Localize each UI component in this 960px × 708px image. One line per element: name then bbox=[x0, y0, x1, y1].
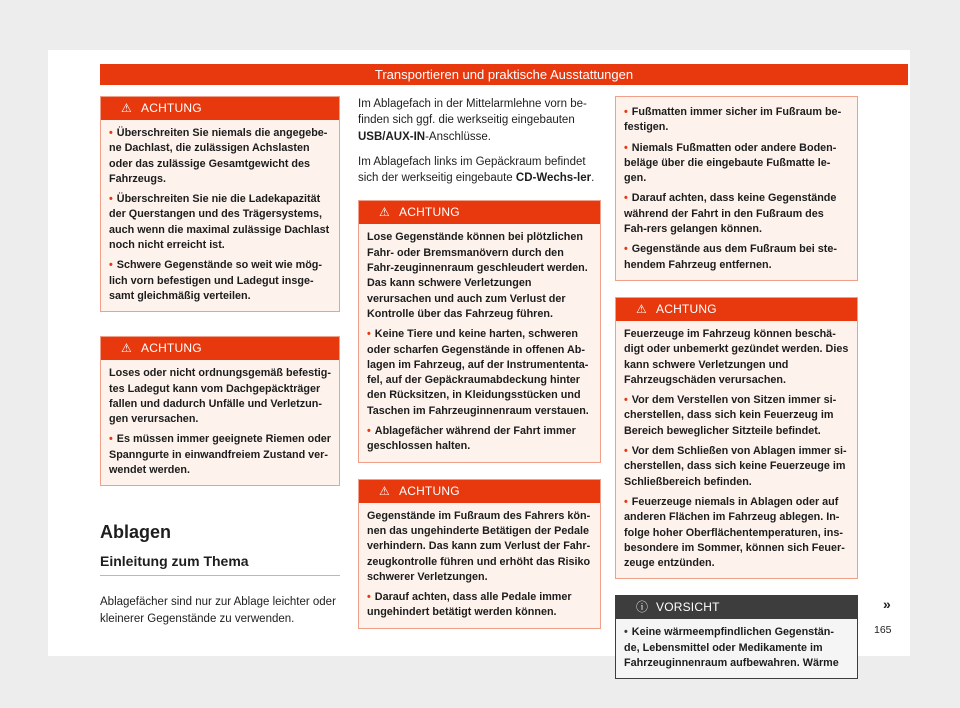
bullet-item: • Vor dem Verstellen von Sitzen immer si-cherstellen, dass sich kein Feuerzeug im Bereich beweglicher Sitzteile befindet. bbox=[624, 393, 849, 439]
warning-box-continued bbox=[615, 96, 858, 281]
section-title: Ablagen bbox=[100, 522, 172, 543]
bullet-item: • Überschreiten Sie nie die Ladekapazität der Querstangen und des Trägersystems, auch wenn die maximal zulässige Dachlast noch nicht erreicht ist. bbox=[109, 192, 331, 253]
bullet-item: • Keine wärmeempfindlichen Gegenstän-de, Lebensmittel oder Medikamente im Fahrzeuginnenraum aufbewahren. Wärme bbox=[624, 625, 849, 671]
warning-triangle-icon: ⚠ bbox=[379, 205, 390, 220]
info-circle-icon: ⓘ bbox=[636, 600, 649, 615]
warning-intro: Gegenstände im Fußraum des Fahrers kön-nen das ungehinderte Betätigen der Pedale verhindern. Das kann zum Verlust der Fahr-zeugkontrolle führen und erhöht das Risiko schwerer Verletzungen. bbox=[367, 509, 591, 583]
column-left bbox=[100, 96, 340, 636]
warning-triangle-icon: ⚠ bbox=[636, 301, 647, 316]
warning-box-body bbox=[359, 503, 600, 628]
body-paragraph: Im Ablagefach links im Gepäckraum befindet sich der werkseitig eingebaute CD-Wechs-ler. bbox=[358, 155, 595, 185]
warning-box-header: ⚠ ACHTUNG bbox=[616, 298, 857, 321]
bullet-item: • Schwere Gegenstände so weit wie mög-lich vorn befestigen und Ladegut insge-samt gleichmäßig verteilen. bbox=[109, 258, 331, 304]
warning-box-body bbox=[101, 360, 339, 485]
bullet-item: • Vor dem Schließen von Ablagen immer si-cherstellen, dass sich keine Feuerzeuge im Schließbereich befinden. bbox=[624, 444, 849, 490]
divider bbox=[100, 575, 340, 576]
manual-page bbox=[48, 50, 910, 670]
caution-box bbox=[615, 595, 858, 679]
bullet-item: • Es müssen immer geeignete Riemen oder Spanngurte in einwandfreiem Zustand ver-wendet werden. bbox=[109, 432, 331, 478]
warning-box bbox=[100, 336, 340, 486]
bullet-item: • Feuerzeuge niemals in Ablagen oder auf anderen Flächen im Fahrzeug ablegen. In-folge hoher Oberflächentemperaturen, ins-besondere im Sommer, können sich Feuer-zeuge entzünden. bbox=[624, 495, 849, 571]
warning-triangle-icon: ⚠ bbox=[379, 483, 390, 498]
page-number: 165 bbox=[874, 624, 892, 636]
warning-intro: Feuerzeuge im Fahrzeug können beschä-digt oder unbemerkt gezündet werden. Dies kann schwere Verletzungen und Fahrzeugschäden verursachen. bbox=[624, 327, 849, 386]
warning-box-body bbox=[101, 120, 339, 311]
column-right bbox=[615, 96, 858, 691]
bullet-item: • Fußmatten immer sicher im Fußraum be-festigen. bbox=[624, 105, 849, 136]
warning-intro: Lose Gegenstände können bei plötzlichen Fahr- oder Bremsmanövern durch den Fahr-zeuginnenraum geschleudert werden. Das kann schwere Verletzungen verursachen und auch zum Verlust der Kontrolle über das Fahrzeug führen. bbox=[367, 231, 588, 320]
warning-box bbox=[615, 297, 858, 579]
warning-triangle-icon: ⚠ bbox=[121, 101, 132, 115]
bullet-item: • Darauf achten, dass keine Gegenstände während der Fahrt in den Fußraum des Fah-rers gelangen können. bbox=[624, 191, 849, 237]
warning-box bbox=[358, 479, 601, 629]
page-header: Transportieren und praktische Ausstattungen bbox=[100, 64, 908, 85]
warning-box-body bbox=[616, 97, 857, 280]
caution-box-header: ⓘ VORSICHT bbox=[616, 596, 857, 619]
warning-box-body bbox=[616, 321, 857, 578]
warning-box-header: ⚠ ACHTUNG bbox=[359, 201, 600, 224]
subsection-title: Einleitung zum Thema bbox=[100, 553, 249, 570]
warning-box-header: ⚠ ACHTUNG bbox=[101, 337, 339, 360]
caution-box-body bbox=[616, 619, 857, 678]
double-chevron-right-icon: » bbox=[883, 596, 891, 612]
bullet-item: • Darauf achten, dass alle Pedale immer ungehindert betätigt werden können. bbox=[367, 590, 592, 621]
bullet-item: • Keine Tiere und keine harten, schweren oder scharfen Gegenstände in offenen Ab-lagen im Fahrzeug, auf der Instrumententa-fel, auf der Gepäckraumabdeckung hinter den Rücksitzen, in Kleidungsstücken und Taschen im Fahrzeuginnenraum verstauen. bbox=[367, 327, 592, 419]
warning-box bbox=[100, 96, 340, 312]
bullet-item: • Ablagefächer während der Fahrt immer geschlossen halten. bbox=[367, 424, 592, 455]
column-middle bbox=[358, 96, 601, 641]
warning-box bbox=[358, 200, 601, 462]
cd-changer-label: CD-Wechs-ler bbox=[515, 172, 592, 185]
warning-box-body bbox=[359, 224, 600, 461]
warning-intro: Loses oder nicht ordnungsgemäß befestig-tes Ladegut kann vom Dachgepäckträger fallen und dadurch Unfälle und Verletzun-gen verursachen. bbox=[109, 367, 331, 426]
usb-aux-label: USB/AUX-IN bbox=[358, 130, 426, 143]
bullet-item: • Niemals Fußmatten oder andere Boden-beläge über die eingebaute Fußmatte le-gen. bbox=[624, 141, 849, 187]
warning-box-header: ⚠ ACHTUNG bbox=[359, 480, 600, 503]
bullet-item: • Überschreiten Sie niemals die angegebe-ne Dachlast, die zulässigen Achslasten oder das zulässige Gesamtgewicht des Fahrzeugs. bbox=[109, 126, 331, 187]
warning-box-header: ⚠ ACHTUNG bbox=[101, 97, 339, 120]
warning-triangle-icon: ⚠ bbox=[121, 341, 132, 356]
bullet-item: • Gegenstände aus dem Fußraum bei ste-hendem Fahrzeug entfernen. bbox=[624, 242, 849, 273]
body-paragraph: Ablagefächer sind nur zur Ablage leichter oder kleinerer Gegenstände zu verwenden. bbox=[100, 596, 336, 625]
body-paragraph: Im Ablagefach in der Mittelarmlehne vorn be-finden sich ggf. die werkseitig eingebauten USB/AUX-IN-Anschlüsse. bbox=[358, 98, 587, 143]
